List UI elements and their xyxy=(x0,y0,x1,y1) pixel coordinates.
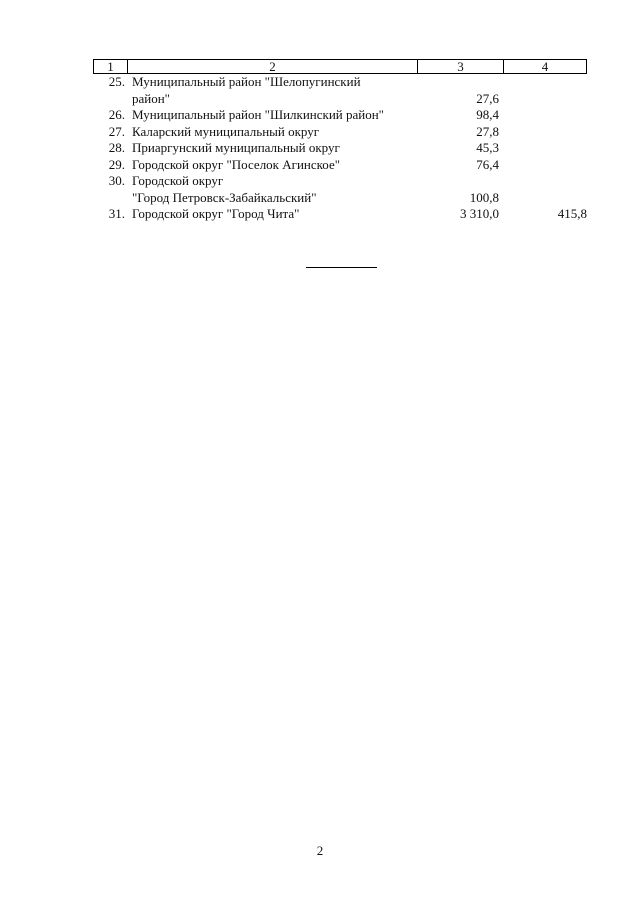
row-value-col3: 100,8 xyxy=(469,189,499,205)
table-row xyxy=(93,206,587,223)
row-name-line: Муниципальный район "Шилкинский район" xyxy=(132,107,384,122)
row-name xyxy=(127,173,417,206)
row-name xyxy=(127,140,417,157)
row-number: 25. xyxy=(108,74,125,89)
table-row xyxy=(93,173,587,206)
row-value-col3: 3 310,0 xyxy=(460,206,499,221)
column-header-3: 3 xyxy=(418,60,504,73)
row-number: 31. xyxy=(108,206,125,221)
row-value-col3: 27,8 xyxy=(476,123,499,139)
row-name-line: Городской округ "Поселок Агинское" xyxy=(132,156,341,172)
table-row xyxy=(93,124,587,141)
row-name-line: Приаргунский муниципальный округ xyxy=(132,140,340,155)
row-name-line: район" xyxy=(132,90,170,106)
column-header-2: 2 xyxy=(128,60,418,73)
row-value-col3: 76,4 xyxy=(476,156,499,172)
table-row xyxy=(93,157,587,174)
table-row xyxy=(93,107,587,124)
row-value-col4: 415,8 xyxy=(557,206,587,221)
row-number: 27. xyxy=(108,123,125,139)
row-name xyxy=(127,107,417,124)
row-number: 30. xyxy=(108,173,125,188)
table-row xyxy=(93,140,587,157)
column-header-1: 1 xyxy=(94,60,128,73)
row-number: 29. xyxy=(108,156,125,172)
end-separator-line xyxy=(306,267,377,268)
column-header-4: 4 xyxy=(541,59,549,74)
row-name xyxy=(127,124,417,141)
row-name-line: "Город Петровск-Забайкальский" xyxy=(132,189,317,205)
row-name-line: Муниципальный район "Шелопугинский xyxy=(132,74,361,89)
row-value-col3: 98,4 xyxy=(476,107,499,122)
row-name-line: Городской округ "Город Чита" xyxy=(132,206,300,221)
table-header-row xyxy=(93,59,587,74)
row-name-line: Городской округ xyxy=(132,173,224,188)
row-name-line: Каларский муниципальный округ xyxy=(132,123,320,139)
row-name xyxy=(127,206,417,223)
row-name xyxy=(127,157,417,174)
page-number: 2 xyxy=(316,843,324,858)
row-name xyxy=(127,74,417,107)
row-number: 26. xyxy=(108,107,125,122)
row-value-col3: 45,3 xyxy=(476,140,499,155)
table-body xyxy=(93,74,587,223)
row-value-col3: 27,6 xyxy=(476,90,499,106)
row-number: 28. xyxy=(108,140,125,155)
table-row xyxy=(93,74,587,107)
